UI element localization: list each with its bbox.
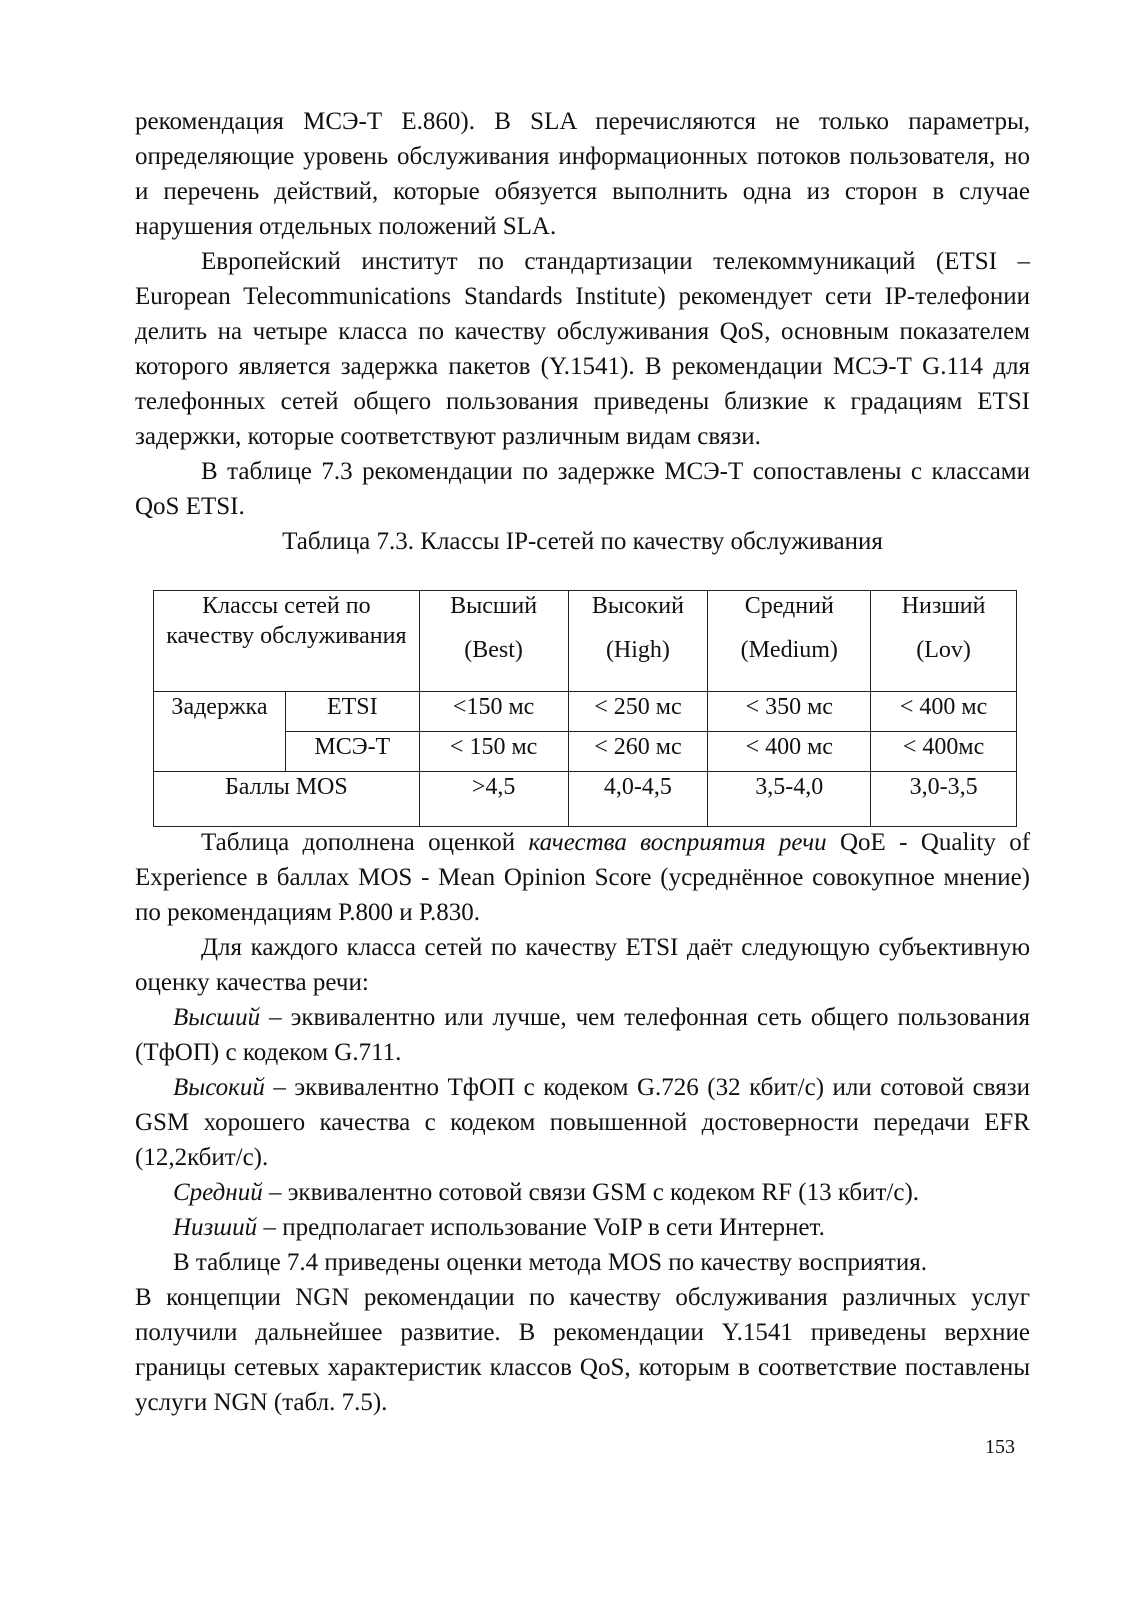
paragraph-ngn: В концепции NGN рекомендации по качеству обслуживания различных услуг получили дальнейшее развитие. В рекомендации Y.1541 приведены верхние границы сетевых характеристик классов QoS, которым в соответствие поставлены услуги NGN (табл. 7.5). xyxy=(135,1284,1030,1416)
header-medium-sub: (Medium) xyxy=(740,637,838,663)
page-number: 153 xyxy=(985,1436,1015,1458)
mos-high: 4,0-4,5 xyxy=(568,772,708,827)
header-best-name: Высший xyxy=(450,593,538,619)
high-term: Высокий xyxy=(173,1074,265,1101)
itu-low: < 400мс xyxy=(871,732,1017,772)
upper-text xyxy=(135,104,1030,559)
paragraph-medium xyxy=(135,1175,1030,1210)
etsi-low: < 400 мс xyxy=(871,692,1017,732)
table-header-row xyxy=(154,591,1017,692)
paragraph-table-intro: В таблице 7.3 рекомендации по задержке МСЭ-Т сопоставлены с классами QoS ETSI. xyxy=(135,458,1030,520)
best-desc: – эквивалентно или лучше, чем телефонная сеть общего пользования (ТфОП) с кодеком G.711. xyxy=(135,1004,1030,1066)
delay-label: Задержка xyxy=(154,692,286,772)
table-row-etsi xyxy=(154,692,1017,732)
paragraph-table-7-4: В таблице 7.4 приведены оценки метода MOS по качеству восприятия. xyxy=(173,1249,927,1276)
itu-high: < 260 мс xyxy=(568,732,708,772)
paragraph-subjective: Для каждого класса сетей по качеству ETSI даёт следующую субъективную оценку качества речи: xyxy=(135,934,1030,996)
table-caption: Таблица 7.3. Классы IP-сетей по качеству обслуживания xyxy=(282,528,883,555)
header-medium xyxy=(708,591,871,692)
header-high xyxy=(568,591,708,692)
etsi-label: ETSI xyxy=(285,692,419,732)
paragraph-best xyxy=(135,1000,1030,1070)
table-row-mos xyxy=(154,772,1017,827)
header-best-sub: (Best) xyxy=(464,637,523,663)
etsi-best: <150 мс xyxy=(419,692,568,732)
paragraph-qoe xyxy=(135,825,1030,930)
low-term: Низший xyxy=(173,1214,258,1241)
qoe-text-a: Таблица дополнена оценкой xyxy=(201,829,529,856)
etsi-medium: < 350 мс xyxy=(708,692,871,732)
medium-desc: – эквивалентно сотовой связи GSM с кодеком RF (13 кбит/с). xyxy=(262,1179,920,1206)
mos-best: >4,5 xyxy=(419,772,568,827)
paragraph-low xyxy=(135,1210,1030,1245)
high-desc: – эквивалентно ТфОП с кодеком G.726 (32 кбит/с) или сотовой связи GSM хорошего качества с кодеком повышенной достоверности передачи EFR (12,2кбит/с). xyxy=(135,1074,1030,1171)
itu-best: < 150 мс xyxy=(419,732,568,772)
paragraph-sla: рекомендация МСЭ-Т E.860). В SLA перечисляются не только параметры, определяющие уровень обслуживания информационных потоков пользователя, но и перечень действий, которые обязуется выполнить одна из сторон в случае нарушения отдельных положений SLA. xyxy=(135,108,1030,240)
paragraph-etsi: Европейский институт по стандартизации телекоммуникаций (ETSI – European Telecommunications Standards Institute) рекомендует сети IP-телефонии делить на четыре класса по качеству обслуживания QoS, основным показателем которого является задержка пакетов (Y.1541). В рекомендации МСЭ-Т G.114 для телефонных сетей общего пользования приведены близкие к градациям ETSI задержки, которые соответствуют различным видам связи. xyxy=(135,248,1030,450)
header-medium-name: Средний xyxy=(744,593,834,619)
mos-low: 3,0-3,5 xyxy=(871,772,1017,827)
qos-classes-table xyxy=(153,590,1017,827)
etsi-high: < 250 мс xyxy=(568,692,708,732)
qoe-text-b: QoE - Quality of Experience в баллах MOS - Mean Opinion Score (усреднённое совокупное мнение) по рекомендациям P.800 и P.830. xyxy=(135,829,1031,926)
itu-label: МСЭ-Т xyxy=(285,732,419,772)
header-best xyxy=(419,591,568,692)
mos-label: Баллы MOS xyxy=(154,772,420,827)
low-desc: – предполагает использование VoIP в сети Интернет. xyxy=(257,1214,825,1241)
header-low-sub: (Lov) xyxy=(916,637,971,663)
paragraph-high xyxy=(135,1070,1030,1175)
header-low xyxy=(871,591,1017,692)
header-classes: Классы сетей по качеству обслуживания xyxy=(154,591,420,692)
qoe-emphasis: качества восприятия речи xyxy=(528,829,827,856)
itu-medium: < 400 мс xyxy=(708,732,871,772)
best-term: Высший xyxy=(173,1004,261,1031)
header-high-sub: (High) xyxy=(605,637,670,663)
mos-medium: 3,5-4,0 xyxy=(708,772,871,827)
medium-term: Средний xyxy=(173,1179,263,1206)
header-low-name: Низший xyxy=(901,593,986,619)
header-high-name: Высокий xyxy=(591,593,684,619)
lower-text xyxy=(135,825,1030,1420)
